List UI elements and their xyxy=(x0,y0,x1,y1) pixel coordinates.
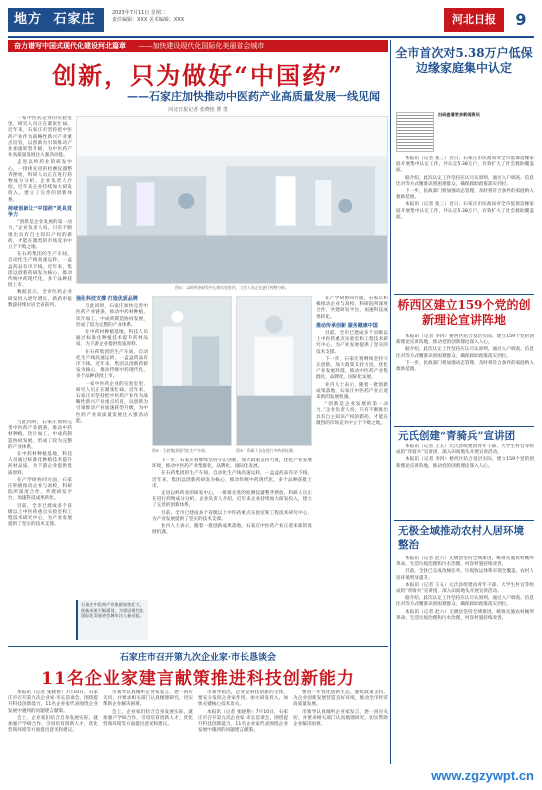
paragraph: 会上，企业家们结合自身发展实际，就加强产学研合作、引进培育创新人才、优化营商环境等方面提出意见和建议。 xyxy=(8,715,98,734)
paragraph: 本报讯（记者 张三）近日，石家庄市民政局对全市低保边缘家庭开展集中认定工作，共认定5.38万户，有效扩大了社会救助覆盖面。 xyxy=(396,156,534,174)
main-col-4 xyxy=(152,458,312,642)
main-col-3 xyxy=(316,296,388,642)
photo-caption: 图③：科研人员在进行中药材检测。 xyxy=(236,448,297,453)
issue-meta xyxy=(112,10,202,24)
bottom-col-3 xyxy=(198,690,288,764)
banner-text: 奋力谱写中国式现代化建设河北篇章 xyxy=(14,42,126,50)
masthead xyxy=(8,8,534,38)
testing-photo xyxy=(236,296,312,446)
paragraph: 在产学研协同方面，石家庄积极推动企业与高校、科研院所深度合作，共建研发平台，加速科技成果转化。 xyxy=(316,296,388,320)
photo-caption: 图①：以岭药业研发中心的实验室内，工作人员正在进行药物分析。 xyxy=(175,285,289,290)
paragraph: 市领导指出，企业是科技创新的主体，要充分发挥企业家作用，加大研发投入，加快关键核心技术攻关。 xyxy=(198,690,288,708)
main-col-2 xyxy=(76,294,148,642)
qr-code-text: 扫码查看更多新闻资讯 xyxy=(438,112,480,117)
paragraph: 数据显示，全市医药企业研发投入逐年增长，新药申报数量持续位居全省前列。 xyxy=(8,290,72,308)
divider xyxy=(8,646,388,647)
paragraph: 业内人士表示，随着一批创新成果落地，石家庄中医药产业正迎来新的发展机遇。 xyxy=(152,524,312,536)
right-col-story-3 xyxy=(396,444,534,520)
date-line: 2023年7月11日 星期二 xyxy=(112,10,166,16)
paragraph: 与此同时，石家庄加快完善中医药产业链条，推动中药材种植、饮片加工、中成药制造协同发展，形成了较为完整的产业体系。 xyxy=(76,304,148,328)
bottom-headline: 11名企业家建言献策推进科技创新能力 xyxy=(41,669,355,689)
bottom-col-2 xyxy=(103,690,193,764)
paragraph: 据介绍，此次认定工作坚持应认尽认原则，通过入户调查、信息比对等方式精准识别困难群众，确保救助政策落实到位。 xyxy=(396,347,534,359)
paragraph: 本报讯（记者 王五）元氏县组建由青年干部、大学生村官等组成的“青骑兵”宣讲团，深入田间地头开展宣讲活动。 xyxy=(396,582,534,595)
paragraph: 本报讯（记者 赵六）无极县坚持全域推进，统筹实施农村厕所革命、生活垃圾治理和污水治理，村容村貌持续改善。 xyxy=(396,556,534,568)
photo-caption: 图②：石药集团现代化生产车间。 xyxy=(152,448,209,453)
divider xyxy=(394,520,534,521)
paragraph: 本报讯（记者 张晓艳）7月10日，石家庄市召开第九次企业家·市长恳谈会，围绕提升科技创新能力，11名企业家代表围绕企业发展中遇到的问题建言献策。 xyxy=(8,690,98,714)
paragraph: 本报讯（记者 张晓艳）7月10日，石家庄市召开第九次企业家·市长恳谈会，围绕提升科技创新能力，11名企业家代表围绕企业发展中遇到的问题建言献策。 xyxy=(198,709,288,734)
factory-photo xyxy=(152,296,232,446)
paragraph: 本报讯（记者 张三）近日，石家庄市民政局对全市低保边缘家庭开展集中认定工作，共认定5.38万户，有效扩大了社会救助覆盖面。 xyxy=(396,202,534,220)
paragraph: 据介绍，此次认定工作坚持应认尽认原则，通过入户调查、信息比对等方式精准识别困难群众，确保救助政策落实到位。 xyxy=(396,175,534,187)
paragraph: 业内人士表示，随着一批创新成果落地，石家庄中医药产业正迎来新的发展机遇。 xyxy=(316,382,388,401)
main-byline: 河北日报记者 张晓艳 曹 勇 xyxy=(168,107,228,113)
paragraph: 与此同时，石家庄加快完善中医药产业链条，推动中药材种植、饮片加工、中成药制造协同发展，形成了较为完整的产业体系。 xyxy=(8,420,72,450)
campaign-banner xyxy=(8,40,388,52)
paragraph: 会上，企业家们结合自身发展实际，就加强产学研合作、引进培育创新人才、优化营商环境等方面提出意见和建议。 xyxy=(103,709,193,728)
bottom-kicker: 石家庄市召开第九次企业家·市长恳谈会 xyxy=(119,653,277,663)
paragraph: 一家中医药企业的实验室里，研究人员正在紧张忙碌。近年来，石家庄市坚持把中医药产业作为战略性新兴产业重点培育，以创新为引领推动产业加速转型升级，为中医药产业高质量发展注入强劲动能。 xyxy=(8,116,72,159)
paragraph: 下一步，石家庄将继续坚持守正创新，加大政策支持力度，优化产业发展环境，推动中医药产业集群化、品牌化、国际化发展。 xyxy=(316,356,388,381)
main-headline: 创新，只为做好“中国药” xyxy=(52,61,344,90)
paragraph: 在石药集团的生产车间，自动化生产线高速运转，一盒盒药品有序下线。近年来，集团以创新药研发为核心，推动传统中药现代化，多个品种获批上市。 xyxy=(8,252,72,289)
paragraph: 在中药材种植基地，科技人员通过标准化种植技术提升药材品质，为下游企业提供优质原料。 xyxy=(76,330,148,348)
qr-code-icon xyxy=(396,112,434,152)
divider xyxy=(394,294,534,295)
paragraph: 在石药集团的生产车间，自动化生产线高速运转，一盒盒药品有序下线。近年来，集团以创新药研发为核心，推动传统中药现代化，多个品种获批上市。 xyxy=(152,471,312,489)
paragraph: 走进以岭药业的研发中心，一排排先进的检测仪器整齐摆放，科研人员正在进行药物成分分析。企业负责人介绍，近年来企业持续加大研发投入，建立了完善的创新体系。 xyxy=(8,160,72,203)
paragraph: 目前，全市已建成多个省级以上中医药重点实验室和工程技术研究中心，为产业发展提供了坚实的技术支撑。 xyxy=(8,503,72,528)
section-label: 地方 xyxy=(14,12,43,27)
right-col-story-1 xyxy=(396,156,534,292)
section-subhead: 强化科技支撑 打造优质品牌 xyxy=(76,296,138,302)
paragraph: 在石药集团的生产车间，自动化生产线高速运转，一盒盒药品有序下线。近年来，集团以创新药研发为核心，推动传统中药现代化，多个品种获批上市。 xyxy=(76,349,148,380)
paragraph: 在产学研协同方面，石家庄积极推动企业与高校、科研院所深度合作，共建研发平台，加速科技成果转化。 xyxy=(8,477,72,502)
paragraph: 市领导认真倾听企业家发言，逐一回应关切，并要求相关部门认真梳理研究，切实帮助企业解决困难。 xyxy=(293,709,388,728)
paragraph: 本报讯（记者 李四）桥西区结合基层实际，建立159个党的创新理论宣讲阵地，推动党的创新理论深入人心。 xyxy=(396,457,534,469)
pull-quote: 石家庄中医药产业集群加快壮大，创新成果不断涌现，为建设现代化国际化美丽省会城市注入新动能。 xyxy=(76,600,148,640)
paragraph: 一家中医药企业的实验室里，研究人员正在紧张忙碌。近年来，石家庄市坚持把中医药产业作为战略性新兴产业重点培育，以创新为引领推动产业加速转型升级，为中医药产业高质量发展注入强劲动能。 xyxy=(76,381,148,424)
main-col-1 xyxy=(8,116,72,416)
lab-photo xyxy=(76,116,388,284)
paragraph: 本报讯（记者 李四）桥西区结合基层实际，建立159个党的创新理论宣讲阵地，推动党的创新理论深入人心。 xyxy=(396,334,534,346)
paragraph: 下一步，民政部门将加强动态管理，及时将符合条件的家庭纳入救助范围。 xyxy=(396,189,534,201)
section-subhead: 推动传承创新 服务健康中国 xyxy=(316,322,378,329)
paragraph: 走进以岭药业的研发中心，一排排先进的检测仪器整齐摆放，科研人员正在进行药物成分分析。企业负责人介绍，近年来企业持续加大研发投入，建立了完善的创新体系。 xyxy=(152,491,312,509)
bottom-col-4 xyxy=(293,690,388,764)
paragraph: 在中药材种植基地，科技人员通过标准化种植技术提升药材品质，为下游企业提供优质原料。 xyxy=(8,452,72,476)
divider xyxy=(394,426,534,427)
right-headline-3: 元氏创建“青骑兵”宣讲团 xyxy=(398,430,516,442)
main-col-1b xyxy=(8,420,72,642)
right-headline-4: 无极全域推动农村人居环境整治 xyxy=(398,525,524,551)
right-headline-2: 桥西区建立159个党的创新理论宣讲阵地 xyxy=(397,298,531,327)
right-headline-1: 全市首次对5.38万户低保边缘家庭集中认定 xyxy=(395,46,533,75)
paragraph: 下一步，石家庄将继续坚持守正创新，加大政策支持力度，优化产业发展环境，推动中医药产业集群化、品牌化、国际化发展。 xyxy=(152,458,312,470)
right-col-story-2 xyxy=(396,334,534,424)
paragraph: 本报讯（记者 赵六）无极县坚持全域推进，统筹实施农村厕所革命、生活垃圾治理和污水治理，村容村貌持续改善。 xyxy=(396,609,534,621)
bottom-col-1 xyxy=(8,690,98,764)
paragraph: 要进一步优化创新生态，强化政策支持，为企业创新发展营造良好环境，推动全市经济高质量发展。 xyxy=(293,690,388,708)
section-tag xyxy=(8,8,104,32)
paragraph: 目前，全县已完成改厕任务，垃圾收运体系实现全覆盖，农村人居环境明显提升。 xyxy=(396,569,534,581)
column-divider xyxy=(390,40,391,764)
newspaper-logo: 河北日报 xyxy=(444,8,504,32)
site-watermark: www.zgzywpt.cn xyxy=(431,768,534,783)
right-col-story-4 xyxy=(396,556,534,762)
page-number: 9 xyxy=(515,10,527,29)
main-subheadline: ——石家庄加快推动中医药产业高质量发展一线见闻 xyxy=(127,90,380,103)
paragraph: 据介绍，此次认定工作坚持应认尽认原则，通过入户调查、信息比对等方式精准识别困难群众，确保救助政策落实到位。 xyxy=(396,596,534,608)
city-label: 石家庄 xyxy=(53,12,96,27)
paragraph: 本报讯（记者 王五）元氏县组建由青年干部、大学生村官等组成的“青骑兵”宣讲团，深入田间地头开展宣讲活动。 xyxy=(396,444,534,456)
paragraph: 下一步，民政部门将加强动态管理，及时将符合条件的家庭纳入救助范围。 xyxy=(396,360,534,373)
paragraph: 目前，全市已建成多个省级以上中医药重点实验室和工程技术研究中心，为产业发展提供了坚实的技术支撑。 xyxy=(316,331,388,355)
paragraph: “创新是企业发展的第一动力。”企业负责人说，只有不断推出具有自主知识产权的新药，才能在激烈的市场竞争中立于不败之地。 xyxy=(316,402,388,426)
paragraph: “创新是企业发展的第一动力。”企业负责人说，只有不断推出具有自主知识产权的新药，才能在激烈的市场竞争中立于不败之地。 xyxy=(8,220,72,251)
editor-line: 责任编辑：XXX 美术编辑：XXX xyxy=(112,17,185,23)
paragraph: 市领导认真倾听企业家发言，逐一回应关切，并要求相关部门认真梳理研究，切实帮助企业解决困难。 xyxy=(103,690,193,708)
section-subhead: 持续创新让“中国药”更具竞争力 xyxy=(8,205,72,219)
paragraph: 目前，全市已建成多个省级以上中医药重点实验室和工程技术研究中心，为产业发展提供了坚实的技术支撑。 xyxy=(152,510,312,522)
banner-sub: ——加快建设现代化国际化美丽省会城市 xyxy=(138,42,265,50)
